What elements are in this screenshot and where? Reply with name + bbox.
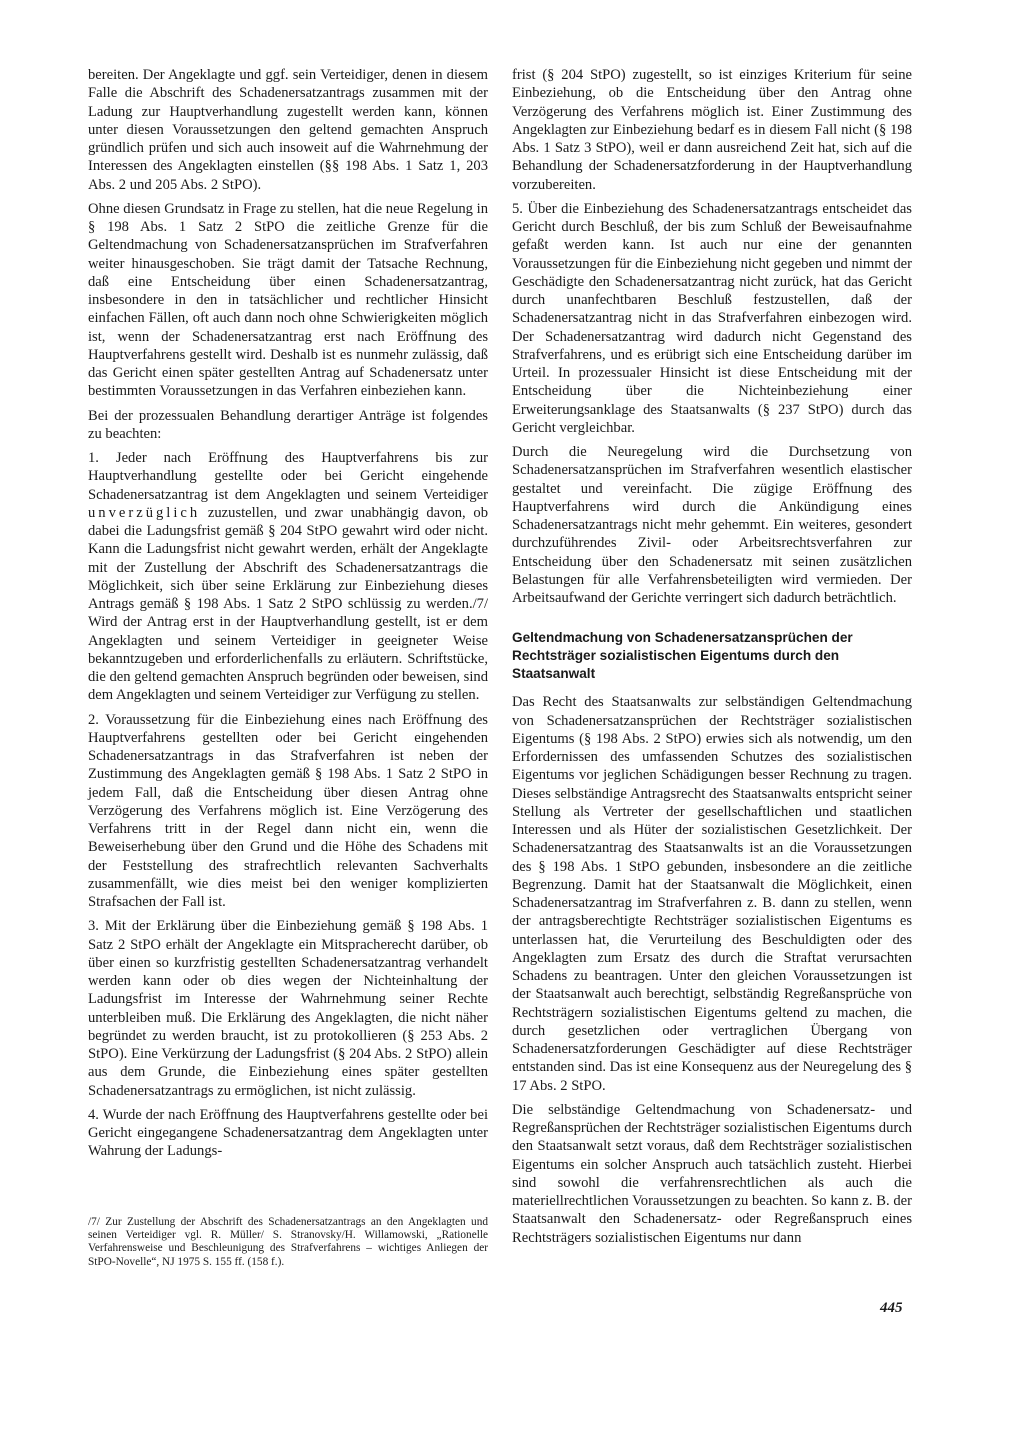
footnote: /7/ Zur Zustellung der Abschrift des Schadenersatzantrags an den Angeklagten und seinen Verteidiger vgl. R. Müller/ S. Stranovsky/H. Willamowski, „Rationelle Verfahrensweise und Beschleunigung des Strafverfahrens – wichtiges Anliegen der StPO-Novelle“, NJ 1975 S. 155 ff. (158 f.).: [88, 1216, 488, 1268]
section-heading: Geltendmachung von Schadenersatzansprüchen der Rechtsträger sozialistischen Eigentums durch den Staatsanwalt: [512, 630, 853, 682]
paragraph: Bei der prozessualen Behandlung derartiger Anträge ist folgendes zu beachten:: [88, 407, 488, 442]
paragraph-item-3: 3. Mit der Erklärung über die Einbeziehung gemäß § 198 Abs. 1 Satz 2 StPO erhält der Angeklagte ein Mitspracherecht darüber, ob über einen so kurzfristig gestellten Schadenersatzantrag verhandelt werden kann oder ob dies wegen der Nichteinhaltung der Ladungsfrist im Interesse der Wahrnehmung seiner Rechte unterbleiben muß. Die Erklärung des Angeklagten, die nicht näher begründet zu werden braucht, ist zu protokollieren (§ 253 Abs. 2 StPO). Eine Verkürzung der Ladungsfrist (§ 204 Abs. 2 StPO) allein aus dem Grunde, die Einbeziehung eines später gestellten Schadenersatzantrags zu ermöglichen, ist nicht zulässig.: [88, 918, 488, 1099]
paragraph: Das Recht des Staatsanwalts zur selbständigen Geltendmachung von Schadenersatzansprüchen der Rechtsträger sozialistischen Eigentums (§ 198 Abs. 2 StPO) erwies sich als notwendig, um den Erfordernissen des umfassenden Schutzes des sozialistischen Eigentums vor jeglichen Schädigungen besser Rechnung zu tragen. Dieses selbständige Antragsrecht des Staatsanwalts entspricht seiner Stellung als Vertreter der gesellschaftlichen und staatlichen Interessen und als Hüter der sozialistischen Gesetzlichkeit. Der Schadenersatzantrag des Staatsanwalts ist an die Voraussetzungen des § 198 Abs. 1 StPO gebunden, insbesondere an die zeitliche Begrenzung. Damit hat der Staatsanwalt die Möglichkeit, einen Schadenersatzantrag im Strafverfahren z. B. dann zu stellen, wenn der antragsberechtigte Rechtsträger sozialistischen Eigentums es unterlassen hat, die Verurteilung des Beschuldigten oder des Angeklagten zum Ersatz des durch die Straftat verursachten Schadens zu beantragen. Unter den gleichen Voraussetzungen ist der Staatsanwalt auch berechtigt, selbständig Regreßansprüche von Rechtsträgern sozialistischen Eigentums geltend zu machen, die durch gesetzlichen oder vertraglichen Übergang von Schadenersatzforderungen Geschädigter auf diese Rechtsträger entstanden sind. Das ist eine Konsequenz aus der Neuregelung des § 17 Abs. 2 StPO.: [512, 694, 913, 1094]
paragraph-text: 1. Jeder nach Eröffnung des Hauptverfahrens bis zur Hauptverhandlung gestellte oder bei Gericht eingehende Schadenersatzantrag ist dem Angeklagten und seinem Verteidiger: [88, 450, 488, 503]
paragraph: Durch die Neuregelung wird die Durchsetzung von Schadenersatzansprüchen im Strafverfahren wesentlich elastischer gestaltet und vereinfacht. Die zügige Eröffnung des Hauptverfahrens wird durch die Ankündigung eines Schadenersatzantrags nicht mehr gehemmt. Ein weiteres, gesondert durchzuführendes Zivil- oder Arbeitsrechtsverfahren zur Entscheidung über den Schadenersatz mit seinen zusätzlichen Belastungen für alle Verfahrensbeteiligten wird vermieden. Der Arbeitsaufwand der Gerichte verringert sich dadurch beträchtlich.: [512, 444, 912, 606]
paragraph: Ohne diesen Grundsatz in Frage zu stellen, hat die neue Regelung in § 198 Abs. 1 Satz 2 StPO die zeitliche Grenze für die Geltendmachung von Schadenersatzansprüchen im Strafverfahren weiter hinausgeschoben. Sie trägt damit der Tatsache Rechnung, daß eine Entscheidung über einen Schadenersatzantrag, insbesondere in den in tatsächlicher und rechtlicher Hinsicht einfachen Fällen, oft auch dann noch ohne Schwierigkeiten möglich ist, wenn der Schadenersatzantrag erst nach Eröffnung des Hauptverfahrens gestellt wird. Deshalb ist es nunmehr zulässig, daß das Gericht einen später gestellten Antrag auf Schadenersatz unter bestimmten Voraussetzungen in das Verfahren einbeziehen kann.: [88, 200, 488, 400]
emphasized-word: unverzüglich: [88, 504, 201, 521]
page-number: 445: [880, 1300, 903, 1316]
paragraph: bereiten. Der Angeklagte und ggf. sein Verteidiger, denen in diesem Falle die Abschrift des Schadenersatzantrags zusammen mit der Ladung zur Hauptverhandlung zugestellt werden kann, können unter diesen Voraussetzungen den geltend gemachten Anspruch gründlich prüfen und sich auch insoweit auf die Wahrnehmung der Interessen des Angeklagten einstellen (§§ 198 Abs. 1 Satz 1, 203 Abs. 2 und 205 Abs. 2 StPO).: [88, 67, 488, 193]
paragraph: Die selbständige Geltendmachung von Schadenersatz- und Regreßansprüchen der Rechtsträger sozialistischen Eigentums durch den Staatsanwalt setzt voraus, daß dem Rechtsträger sozialistischen Eigentums ein solcher Anspruch auch tatsächlich zusteht. Hierbei sind sowohl die verfahrensrechtlichen als auch die materiellrechtlichen Voraussetzungen zu beachten. So kann z. B. der Staatsanwalt den Schadenersatz- oder Regreßanspruch eines Rechtsträgers sozialistischen Eigentums nur dann: [512, 1101, 912, 1246]
paragraph-item-1: [88, 449, 488, 705]
paragraph-item-5: 5. Über die Einbeziehung des Schadenersatzantrags entscheidet das Gericht durch Beschluß, der bis zum Schluß der Beweisaufnahme gefaßt werden kann. Ist auch nur eine der genannten Voraussetzungen für die Einbeziehung nicht gegeben und nimmt der Geschädigte den Schadenersatzantrag nicht zurück, hat das Gericht durch unanfechtbaren Beschluß festzustellen, daß der Schadenersatzantrag nicht in das Strafverfahren einbezogen wird. Der Schadenersatzantrag wird dadurch nicht Gegenstand des Strafverfahrens, und es erübrigt sich eine Entscheidung darüber im Urteil. In prozessualer Hinsicht ist diese Entscheidung mit der Entscheidung über die Nichteinbeziehung einer Erweiterungsanklage des Staatsanwalts (§ 237 StPO) durch das Gericht vergleichbar.: [512, 200, 912, 436]
right-column: [512, 66, 912, 1253]
paragraph-item-2: 2. Voraussetzung für die Einbeziehung eines nach Eröffnung des Hauptverfahrens gestellten oder bei Gericht eingehenden Schadenersatzantrags in das Strafverfahren ist neben der Zustimmung des Angeklagten gemäß § 198 Abs. 1 Satz 2 StPO in jedem Fall, daß die Entscheidung über diesen Antrag ohne Verzögerung des Verfahrens möglich ist. Eine Verzögerung des Verfahrens tritt in der Regel dann nicht ein, wenn die Beweiserhebung über den Grund und die Höhe des Schadens mit der Feststellung des strafrechtlich relevanten Sachverhalts zusammenfällt, wie dies meist bei den weniger komplizierten Strafsachen der Fall ist.: [88, 711, 488, 910]
paragraph-text: zuzustellen, und zwar unabhängig davon, ob dabei die Ladungsfrist gemäß § 204 StPO gewahrt wird oder nicht. Kann die Ladungsfrist nicht gewahrt werden, erhält der Angeklagte mit der Zustellung der Abschrift des Schadenersatzantrags die Möglichkeit, sich über seine Erklärung zur Einbeziehung dieses Antrags gemäß § 198 Abs. 1 Satz 2 StPO schlüssig zu werden./7/ Wird der Antrag erst in der Hauptverhandlung gestellt, ist er dem Angeklagten und seinem Verteidiger in geeigneter Weise bekanntzugeben und erforderlichenfalls zu erläutern. Schriftstücke, die den geltend gemachten Anspruch begründen oder beweisen, sind dem Angeklagten und seinem Verteidiger zur Verfügung zu stellen.: [88, 504, 488, 704]
paragraph: frist (§ 204 StPO) zugestellt, so ist einziges Kriterium für seine Einbeziehung, ob die Entscheidung über den Antrag ohne Verzögerung des Verfahrens möglich ist. Einer Zustimmung des Angeklagten zur Einbeziehung bedarf es in diesem Fall nicht (§ 198 Abs. 1 Satz 3 StPO), weil er dann ausreichend Zeit hat, sich auf die Behandlung der Schadenersatzforderung in der Hauptverhandlung vorzubereiten.: [512, 67, 912, 193]
left-column: [88, 66, 488, 1167]
paragraph-item-4: 4. Wurde der nach Eröffnung des Hauptverfahrens gestellte oder bei Gericht eingegangene Schadenersatzantrag dem Angeklagten unter Wahrung der Ladungs-: [88, 1106, 488, 1160]
